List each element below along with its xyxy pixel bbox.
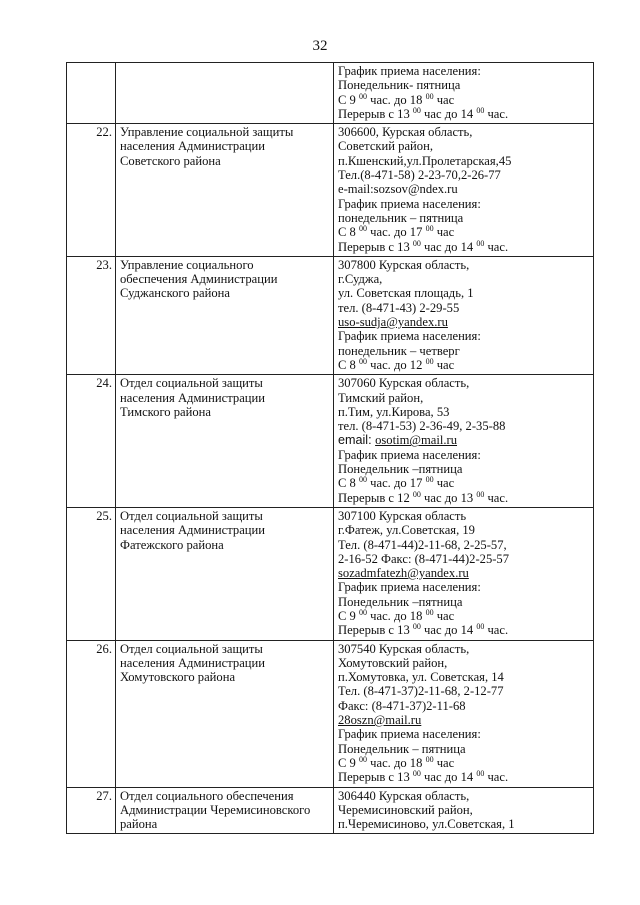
organization-name-line: Советского района <box>120 153 221 168</box>
contact-info-line: 306440 Курская область, <box>338 788 470 803</box>
contact-info-line: e-mail:sozsov@ndex.ru <box>338 182 458 197</box>
organization-name-line: Управление социального <box>120 257 254 272</box>
contact-info-line <box>338 491 590 505</box>
table-row <box>67 256 594 374</box>
contact-info <box>334 640 594 787</box>
schedule-text: час. <box>484 106 509 121</box>
superscript-minutes: 00 <box>425 607 434 617</box>
contact-info-line: 307540 Курская область, <box>338 641 470 656</box>
row-number: 23. <box>67 256 116 374</box>
schedule-text: час <box>433 476 455 491</box>
table-row <box>67 124 594 257</box>
contact-info-line: График приема населения: <box>338 580 481 595</box>
contact-info <box>334 787 594 834</box>
contact-info <box>334 507 594 640</box>
schedule-text: час <box>433 225 455 240</box>
contact-info-line: понедельник – четверг <box>338 343 460 358</box>
contact-info-line <box>338 107 590 121</box>
superscript-minutes: 00 <box>359 475 367 485</box>
organization-name-line: Администрации Черемисиновского <box>120 802 311 817</box>
contact-info-line <box>338 623 590 637</box>
organization-name <box>116 640 334 787</box>
superscript-minutes: 00 <box>476 622 485 632</box>
contact-info-line: График приема населения: <box>338 64 481 78</box>
contact-info-line: Факс: (8-471-37)2-11-68 <box>338 698 466 713</box>
row-number: 22. <box>67 124 116 257</box>
superscript-minutes: 00 <box>359 224 367 234</box>
superscript-minutes: 00 <box>359 356 367 366</box>
table-row <box>67 787 594 834</box>
schedule-text: час <box>433 357 455 372</box>
organization-name-line: Отдел социальной защиты <box>120 376 263 391</box>
schedule-text: С 8 <box>338 476 359 491</box>
contact-info-line: 307100 Курская область <box>338 508 467 523</box>
organization-name-line: Фатежского района <box>120 537 224 552</box>
contact-info-line: Понедельник- пятница <box>338 78 461 93</box>
contact-info-line <box>338 93 590 107</box>
schedule-text: С 9 <box>338 608 359 623</box>
row-number: 24. <box>67 375 116 508</box>
organization-name-line: Управление социальной защиты <box>120 125 294 140</box>
superscript-minutes: 00 <box>425 754 434 764</box>
contact-info-line: Понедельник –пятница <box>338 462 463 477</box>
superscript-minutes: 00 <box>412 769 421 779</box>
contact-info-line <box>338 240 590 254</box>
schedule-text: час. <box>484 490 509 505</box>
superscript-minutes: 00 <box>476 769 485 779</box>
row-number: 26. <box>67 640 116 787</box>
schedule-text: Перерыв с 13 <box>338 106 413 121</box>
contact-info-line: тел. (8-471-53) 2-36-49, 2-35-88 <box>338 419 506 434</box>
organizations-table <box>66 62 594 834</box>
contact-info-line: 2-16-52 Факс: (8-471-44)2-25-57 <box>338 551 510 566</box>
contact-info-line <box>338 770 590 784</box>
organization-name-line: Хомутовского района <box>120 670 236 685</box>
organization-name-line: района <box>120 817 158 832</box>
organization-name-line: Отдел социального обеспечения <box>120 788 294 803</box>
email-link[interactable]: 28oszn@mail.ru <box>338 713 422 728</box>
schedule-text: час до 14 <box>420 106 477 121</box>
contact-info-line: г.Суджа, <box>338 272 383 287</box>
table-row <box>67 640 594 787</box>
superscript-minutes: 00 <box>425 475 434 485</box>
organization-name-line: Суджанского района <box>120 286 230 301</box>
organization-name <box>116 124 334 257</box>
contact-info-line <box>338 433 590 447</box>
contact-info-line: ул. Советская площадь, 1 <box>338 286 474 301</box>
organization-name-line: обеспечения Администрации <box>120 272 278 287</box>
organization-name <box>116 787 334 834</box>
schedule-text: час. до 17 <box>367 225 426 240</box>
schedule-text: час до 13 <box>420 490 477 505</box>
contact-info-line: Тел. (8-471-44)2-11-68, 2-25-57, <box>338 537 507 552</box>
schedule-text: Перерыв с 13 <box>338 623 413 638</box>
schedule-text: час до 14 <box>420 239 477 254</box>
email-link[interactable]: uso-sudja@yandex.ru <box>338 315 448 330</box>
superscript-minutes: 00 <box>412 622 421 632</box>
superscript-minutes: 00 <box>359 754 367 764</box>
organization-name-line: населения Администрации <box>120 655 266 670</box>
organization-name <box>116 256 334 374</box>
email-link[interactable]: sozadmfatezh@yandex.ru <box>338 566 469 581</box>
contact-info-line: Советский район, <box>338 139 433 154</box>
contact-info-line: Черемисиновский район, <box>338 802 473 817</box>
contact-info-line: п.Хомутовка, ул. Советская, 14 <box>338 670 504 685</box>
schedule-text: Перерыв с 13 <box>338 239 413 254</box>
organization-name-line: Отдел социальной защиты <box>120 508 263 523</box>
schedule-text: С 9 <box>338 92 359 107</box>
contact-info-line: 307800 Курская область, <box>338 257 470 272</box>
contact-info-line: п.Черемисиново, ул.Советская, 1 <box>338 817 515 832</box>
contact-info-line: График приема населения: <box>338 727 481 742</box>
schedule-text: час до 14 <box>420 623 477 638</box>
contact-info-line: Понедельник –пятница <box>338 594 463 609</box>
organization-name-line: Тимского района <box>120 404 212 419</box>
email-label: email: <box>338 433 376 448</box>
schedule-text: Перерыв с 13 <box>338 770 413 785</box>
superscript-minutes: 00 <box>476 105 485 115</box>
superscript-minutes: 00 <box>359 607 367 617</box>
table-row <box>67 63 594 124</box>
organization-name <box>116 63 334 124</box>
superscript-minutes: 00 <box>412 238 421 248</box>
schedule-text: Перерыв с 12 <box>338 490 413 505</box>
schedule-text: час. <box>484 770 509 785</box>
contact-info-line: Хомутовский район, <box>338 655 448 670</box>
superscript-minutes: 00 <box>412 105 421 115</box>
contact-info-line: График приема населения: <box>338 196 481 211</box>
contact-info-line: График приема населения: <box>338 447 481 462</box>
schedule-text: час. до 18 <box>367 755 426 770</box>
organization-name-line: населения Администрации <box>120 390 266 405</box>
table-row <box>67 375 594 508</box>
superscript-minutes: 00 <box>476 489 485 499</box>
organization-name <box>116 375 334 508</box>
contact-info-line <box>338 225 590 239</box>
schedule-text: час <box>433 608 455 623</box>
contact-info-line: Тел.(8-471-58) 2-23-70,2-26-77 <box>338 168 501 183</box>
contact-info-line: п.Кшенский,ул.Пролетарская,45 <box>338 153 512 168</box>
contact-info-line: Тел. (8-471-37)2-11-68, 2-12-77 <box>338 684 504 699</box>
contact-info-line <box>338 609 590 623</box>
organization-name-line: населения Администрации <box>120 139 266 154</box>
row-number: 25. <box>67 507 116 640</box>
contact-info-line: 307060 Курская область, <box>338 376 470 391</box>
contact-info-line: понедельник – пятница <box>338 210 464 225</box>
schedule-text: С 9 <box>338 755 359 770</box>
schedule-text: час. до 17 <box>367 476 426 491</box>
schedule-text: час <box>433 755 455 770</box>
schedule-text: час. до 12 <box>367 357 426 372</box>
organization-name-line: Отдел социальной защиты <box>120 641 263 656</box>
schedule-text: час. до 18 <box>367 92 426 107</box>
row-number <box>67 63 116 124</box>
contact-info <box>334 375 594 508</box>
contact-info-line: 306600, Курская область, <box>338 125 473 140</box>
schedule-text: час. <box>484 623 509 638</box>
superscript-minutes: 00 <box>476 238 485 248</box>
organization-name-line: населения Администрации <box>120 523 266 538</box>
superscript-minutes: 00 <box>412 489 421 499</box>
page-number: 32 <box>312 38 328 54</box>
contact-info-line <box>338 756 590 770</box>
table-row <box>67 507 594 640</box>
schedule-text: С 8 <box>338 357 359 372</box>
contact-info-line <box>338 476 590 490</box>
contact-info-line: п.Тим, ул.Кирова, 53 <box>338 404 450 419</box>
contact-info <box>334 256 594 374</box>
contact-info-line: График приема населения: <box>338 329 481 344</box>
contact-info <box>334 63 594 124</box>
schedule-text: час <box>433 92 455 107</box>
schedule-text: час. до 18 <box>367 608 426 623</box>
contact-info-line <box>338 358 590 372</box>
schedule-text: час до 14 <box>420 770 477 785</box>
schedule-text: час. <box>484 239 509 254</box>
contact-info-line: тел. (8-471-43) 2-29-55 <box>338 300 460 315</box>
superscript-minutes: 00 <box>425 356 434 366</box>
organization-name <box>116 507 334 640</box>
superscript-minutes: 00 <box>425 224 434 234</box>
schedule-text: С 8 <box>338 225 359 240</box>
superscript-minutes: 00 <box>359 91 367 101</box>
contact-info <box>334 124 594 257</box>
superscript-minutes: 00 <box>425 91 434 101</box>
contact-info-line: Тимский район, <box>338 390 424 405</box>
contact-info-line: г.Фатеж, ул.Советская, 19 <box>338 523 475 538</box>
contact-info-line: Понедельник – пятница <box>338 741 466 756</box>
row-number: 27. <box>67 787 116 834</box>
email-link[interactable]: osotim@mail.ru <box>375 433 458 448</box>
